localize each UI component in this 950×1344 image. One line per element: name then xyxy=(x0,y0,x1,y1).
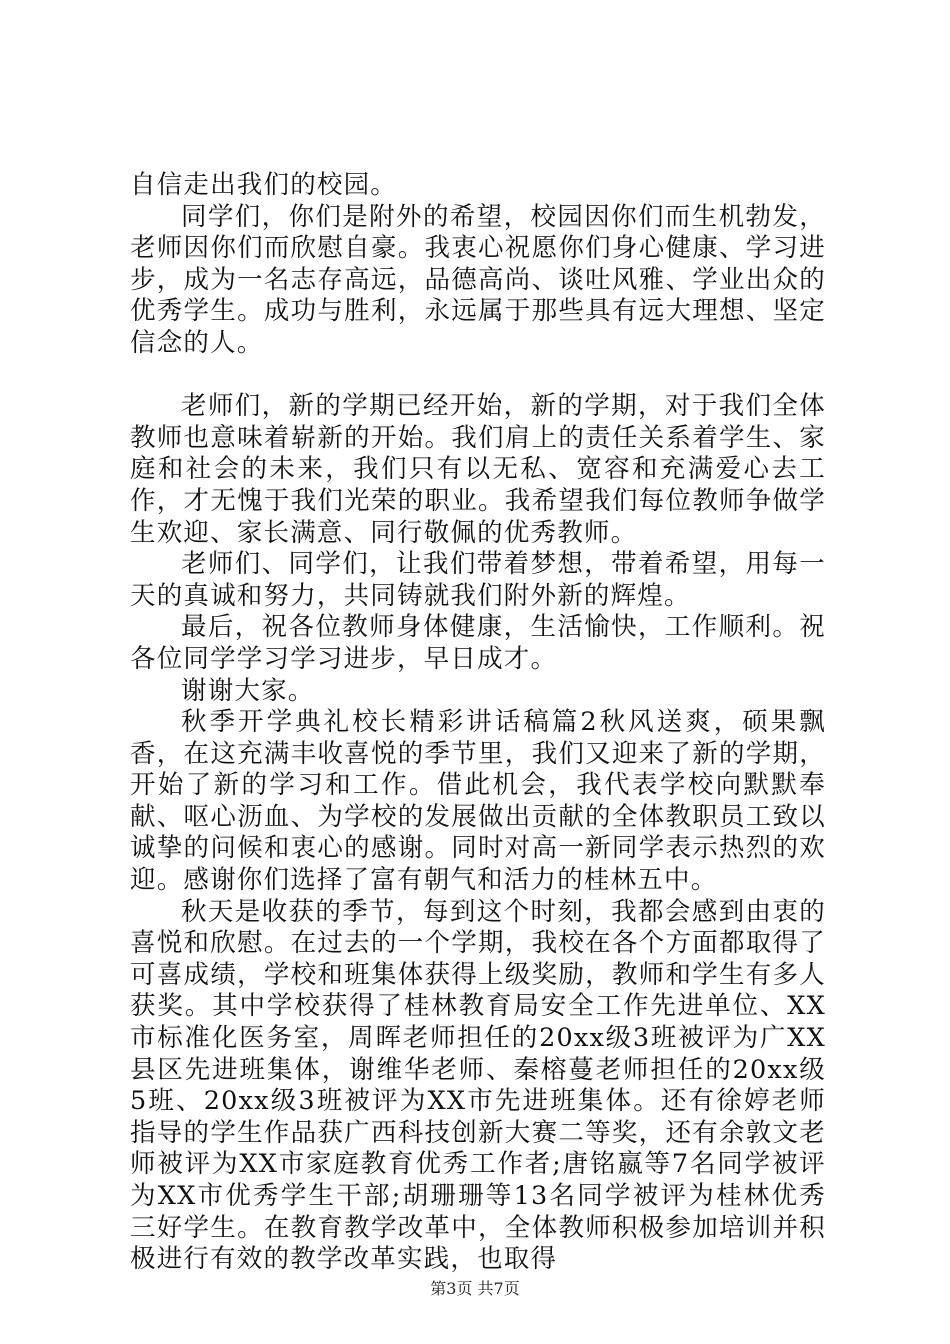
paragraph: 秋季开学典礼校长精彩讲话稿篇2秋风送爽，硕果飘香，在这充满丰收喜悦的季节里，我们又迎来了新的学期，开始了新的学习和工作。借此机会，我代表学校向默默奉献、呕心沥血、为学校的发展做出贡献的全体教职员工致以诚挚的问候和衷心的感谢。同时对高一新同学表示热烈的欢迎。感谢你们选择了富有朝气和活力的桂林五中。 xyxy=(130,707,826,896)
paragraph-continuation: 自信走出我们的校园。 xyxy=(130,170,398,200)
paragraph: 老师们，新的学期已经开始，新的学期，对于我们全体教师也意味着崭新的开始。我们肩上的责任关系着学生、家庭和社会的未来，我们只有以无私、宽容和充满爱心去工作，才无愧于我们光荣的职业。我希望我们每位教师争做学生欢迎、家长满意、同行敬佩的优秀教师。 xyxy=(130,391,826,548)
paragraph: 秋天是收获的季节，每到这个时刻，我都会感到由衷的喜悦和欣慰。在过去的一个学期，我校在各个方面都取得了可喜成绩，学校和班集体获得上级奖励，教师和学生有多人获奖。其中学校获得了桂林教育局安全工作先进单位、XX市标准化医务室，周晖老师担任的20xx级3班被评为广XX县区先进班集体，谢维华老师、秦榕蔓老师担任的20xx级5班、20xx级3班被评为XX市先进班集体。还有徐婷老师指导的学生作品获广西科技创新大赛二等奖，还有余敦文老师被评为XX市家庭教育优秀工作者;唐铭嬴等7名同学被评为XX市优秀学生干部;胡珊珊等13名同学被评为桂林优秀三好学生。在教育教学改革中，全体教师积极参加培训并积极进行有效的教学改革实践，也取得 xyxy=(130,896,826,1275)
paragraph: 谢谢大家。 xyxy=(181,675,315,706)
paragraph: 老师们、同学们，让我们带着梦想，带着希望，用每一天的真诚和努力，共同铸就我们附外新的辉煌。 xyxy=(130,549,826,611)
document-body xyxy=(130,170,826,1276)
paragraph: 同学们，你们是附外的希望，校园因你们而生机勃发，老师因你们而欣慰自豪。我衷心祝愿你们身心健康、学习进步，成为一名志存高远，品德高尚、谈吐风雅、学业出众的优秀学生。成功与胜利，永远属于那些具有远大理想、坚定信念的人。 xyxy=(130,201,826,358)
page-number-footer: 第3页 共7页 xyxy=(430,1279,520,1298)
paragraph: 最后，祝各位教师身体健康，生活愉快，工作顺利。祝各位同学学习学习进步，早日成才。 xyxy=(130,612,826,674)
